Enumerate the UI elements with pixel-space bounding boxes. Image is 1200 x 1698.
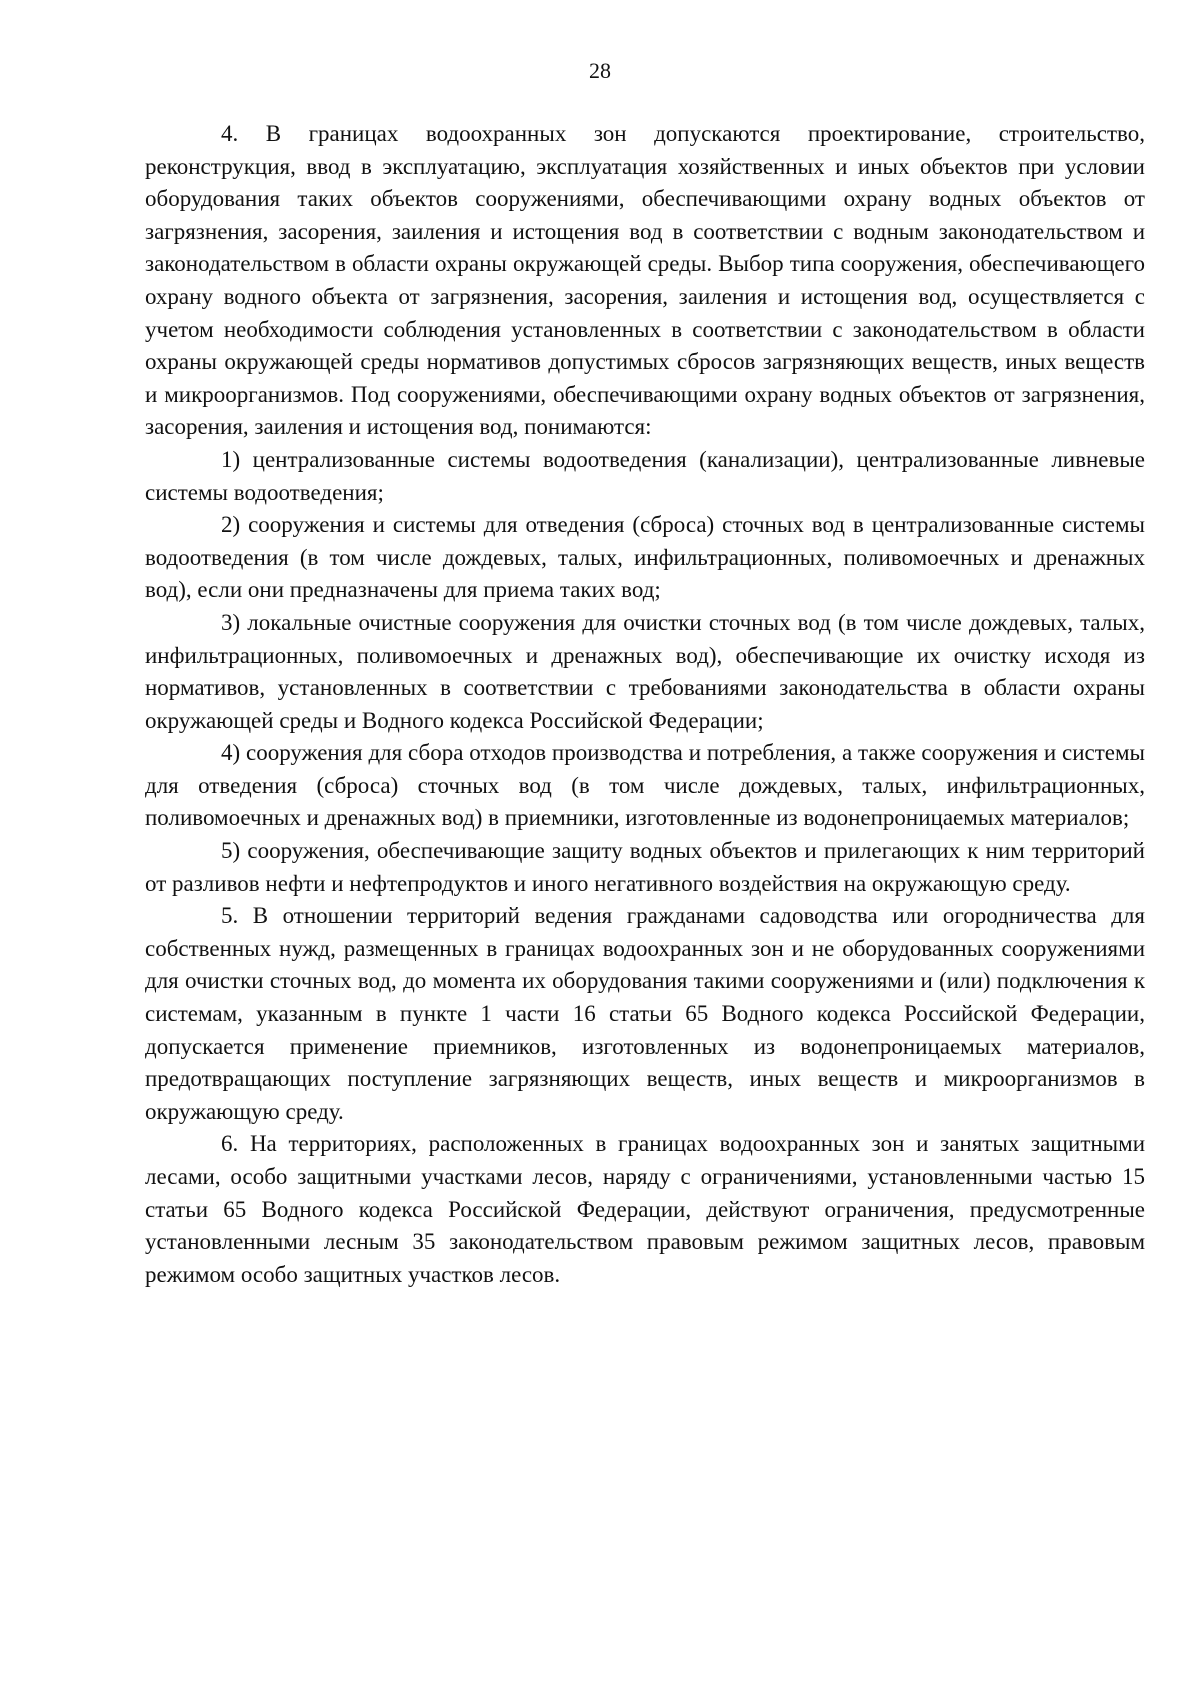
list-item-4: 4) сооружения для сбора отходов производства и потребления, а также сооружения и системы для отведения (сброса) сточных вод (в том числе дождевых, талых, инфильтрационных, поливомоечных и дренажных вод) в приемники, изготовленные из водонепроницаемых материалов;	[145, 740, 1145, 831]
paragraph-item-6: 6. На территориях, расположенных в границах водоохранных зон и занятых защитными лесами, особо защитными участками лесов, наряду с ограничениями, установленными частью 15 статьи 65 Водного кодекса Российской Федерации, действуют ограничения, предусмотренные установленными лесным 35 законодательством правовым режимом защитных лесов, правовым режимом особо защитных участков лесов.	[145, 1131, 1145, 1287]
paragraph-item-5: 5. В отношении территорий ведения гражданами садоводства или огородничества для собственных нужд, размещенных в границах водоохранных зон и не оборудованных сооружениями для очистки сточных вод, до момента их оборудования такими сооружениями и (или) подключения к системам, указанным в пункте 1 части 16 статьи 65 Водного кодекса Российской Федерации, допускается применение приемников, изготовленных из водонепроницаемых материалов, предотвращающих поступление загрязняющих веществ, иных веществ и микроорганизмов в окружающую среду.	[145, 903, 1145, 1124]
list-item-5: 5) сооружения, обеспечивающие защиту водных объектов и прилегающих к ним территорий от разливов нефти и нефтепродуктов и иного негативного воздействия на окружающую среду.	[145, 838, 1145, 896]
page-number: 28	[589, 58, 611, 83]
document-body	[145, 118, 1145, 1291]
list-item-3: 3) локальные очистные сооружения для очистки сточных вод (в том числе дождевых, талых, инфильтрационных, поливомоечных и дренажных вод), обеспечивающие их очистку исходя из нормативов, установленных в соответствии с требованиями законодательства в области охраны окружающей среды и Водного кодекса Российской Федерации;	[145, 609, 1145, 733]
paragraph-item-4: 4. В границах водоохранных зон допускаются проектирование, строительство, реконструкция, ввод в эксплуатацию, эксплуатация хозяйственных и иных объектов при условии оборудования таких объектов сооружениями, обеспечивающими охрану водных объектов от загрязнения, засорения, заиления и истощения вод в соответствии с водным законодательством и законодательством в области охраны окружающей среды. Выбор типа сооружения, обеспечивающего охрану водного объекта от загрязнения, засорения, заиления и истощения вод, осуществляется с учетом необходимости соблюдения установленных в соответствии с законодательством в области охраны окружающей среды нормативов допустимых сбросов загрязняющих веществ, иных веществ и микроорганизмов. Под сооружениями, обеспечивающими охрану водных объектов от загрязнения, засорения, заиления и истощения вод, понимаются:	[145, 121, 1145, 440]
list-item-2: 2) сооружения и системы для отведения (сброса) сточных вод в централизованные системы водоотведения (в том числе дождевых, талых, инфильтрационных, поливомоечных и дренажных вод), если они предназначены для приема таких вод;	[145, 512, 1145, 603]
list-item-1: 1) централизованные системы водоотведения (канализации), централизованные ливневые системы водоотведения;	[145, 446, 1145, 505]
